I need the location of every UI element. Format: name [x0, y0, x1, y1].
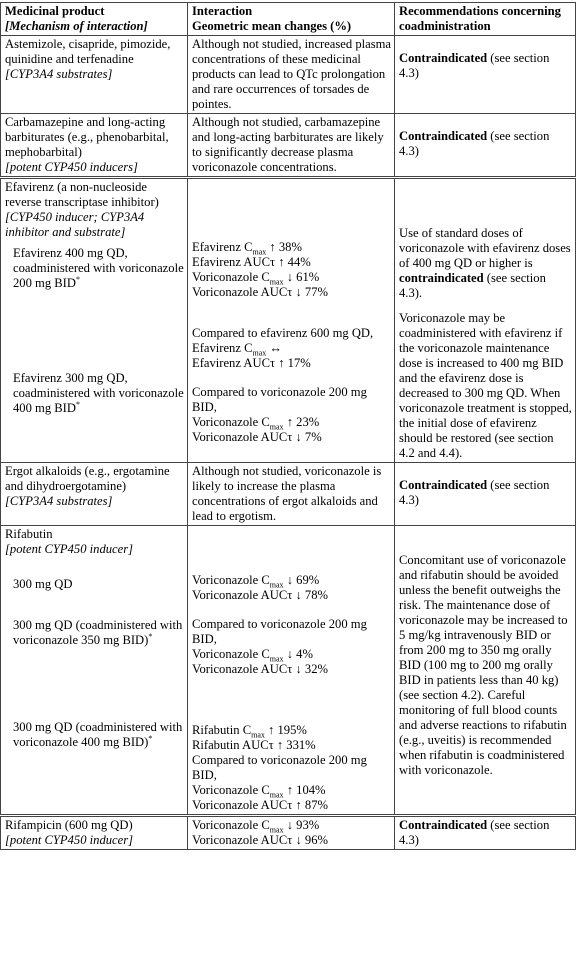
product-cell: Ergot alkaloids (e.g., ergotamine and dihydroergotamine) [CYP3A4 substrates]	[1, 463, 188, 526]
interaction-cell: Although not studied, carbamazepine and long-acting barbiturates are likely to significantly decrease plasma voriconazole concentrations.	[188, 114, 395, 178]
interaction-cell: Efavirenz $C_{max}$ ↑ 38% Efavirenz AUCτ ↑ 44% Voriconazole $C_{max}$ ↓ 61% Voriconazole AUCτ ↓ 77% Compared to efavirenz 600 mg QD, Efavirenz $C_{max}$ ↔ Efavirenz AUCτ ↑ 17% Compared to voriconazole 200 mg BID, Voriconazole $C_{max}$ ↑ 23% Voriconazole AUCτ ↓ 7%	[188, 178, 395, 463]
interaction-cell: Voriconazole $C_{max}$ ↓ 69% Voriconazole AUCτ ↓ 78% Compared to voriconazole 200 mg BID, Voriconazole $C_{max}$ ↓ 4% Voriconazole AUCτ ↓ 32% Rifabutin $C_{max}$ ↑ 195% Rifabutin AUCτ ↑ 331% Compared to voriconazole 200 mg BID, Voriconazole $C_{max}$ ↑ 104% Voriconazole AUCτ ↑ 87%	[188, 526, 395, 816]
product-cell: Rifampicin (600 mg QD) [potent CYP450 inducer]	[1, 816, 188, 850]
recommendation-cell: Contraindicated (see section 4.3)	[395, 36, 576, 114]
header-recommendation: Recommendations concerning coadministration	[395, 3, 576, 36]
table-row	[1, 816, 576, 850]
interaction-cell: Although not studied, voriconazole is likely to increase the plasma concentrations of ergot alkaloids and lead to ergotism.	[188, 463, 395, 526]
table-row	[1, 36, 576, 114]
recommendation-cell: Contraindicated (see section 4.3)	[395, 816, 576, 850]
table-header-row	[1, 3, 576, 36]
recommendation-cell: Contraindicated (see section 4.3)	[395, 114, 576, 178]
interaction-cell: Voriconazole $C_{max}$ ↓ 93% Voriconazole AUCτ ↓ 96%	[188, 816, 395, 850]
table-row	[1, 114, 576, 178]
recommendation-cell: Concomitant use of voriconazole and rifabutin should be avoided unless the benefit outweighs the risk. The maintenance dose of voriconazole may be increased to 5 mg/kg intravenously BID or from 200 mg to 350 mg orally BID (100 mg to 200 mg orally BID in patients less than 40 kg) (see section 4.2). Careful monitoring of full blood counts and adverse reactions to rifabutin (e.g., uveitis) is recommended when rifabutin is coadministered with voriconazole.	[395, 526, 576, 816]
recommendation-cell: Use of standard doses of voriconazole with efavirenz doses of 400 mg QD or higher is contraindicated (see section 4.3). Voriconazole may be coadministered with efavirenz if the voriconazole maintenance dose is increased to 400 mg BID and the efavirenz dose is decreased to 300 mg QD. When voriconazole treatment is stopped, the initial dose of efavirenz should be restored (see section 4.2 and 4.4).	[395, 178, 576, 463]
product-cell: Astemizole, cisapride, pimozide, quinidine and terfenadine [CYP3A4 substrates]	[1, 36, 188, 114]
interaction-cell: Although not studied, increased plasma concentrations of these medicinal products can lead to QTc prolongation and rare occurrences of torsades de pointes.	[188, 36, 395, 114]
product-cell: Rifabutin [potent CYP450 inducer] 300 mg QD 300 mg QD (coadministered with voriconazole 350 mg BID)* 300 mg QD (coadministered with voriconazole 400 mg BID)*	[1, 526, 188, 816]
product-cell: Efavirenz (a non-nucleoside reverse transcriptase inhibitor) [CYP450 inducer; CYP3A4 inhibitor and substrate] Efavirenz 400 mg QD, coadministered with voriconazole 200 mg BID* Efavirenz 300 mg QD, coadministered with voriconazole 400 mg BID*	[1, 178, 188, 463]
table-row	[1, 526, 576, 816]
interaction-table	[0, 2, 576, 850]
product-cell: Carbamazepine and long-acting barbiturates (e.g., phenobarbital, mephobarbital) [potent CYP450 inducers]	[1, 114, 188, 178]
recommendation-cell: Contraindicated (see section 4.3)	[395, 463, 576, 526]
table-row	[1, 463, 576, 526]
table-row	[1, 178, 576, 463]
header-product: Medicinal product [Mechanism of interaction]	[1, 3, 188, 36]
header-interaction: Interaction Geometric mean changes (%)	[188, 3, 395, 36]
